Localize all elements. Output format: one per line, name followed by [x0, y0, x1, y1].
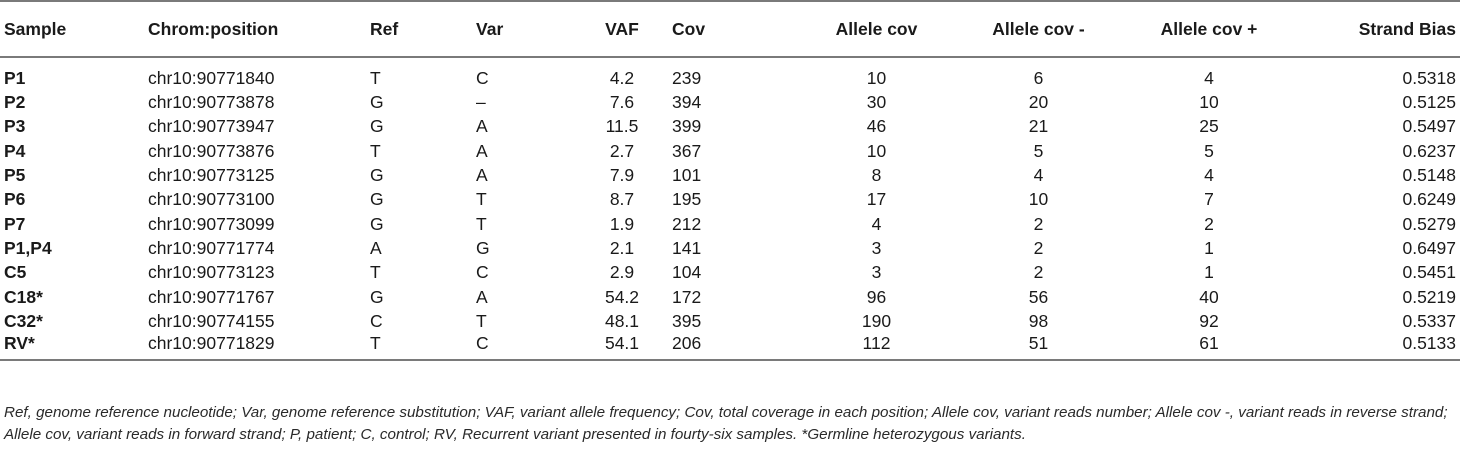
table-row — [0, 260, 1460, 284]
allele-cov-minus-cell: 4 — [1033, 165, 1044, 186]
table-row — [0, 57, 1460, 90]
column-header-chrom-position: Chrom:position — [144, 1, 366, 57]
column-header-ref: Ref — [366, 1, 472, 57]
table-row — [0, 284, 1460, 308]
table-row — [0, 236, 1460, 260]
allele-cov-plus-cell: 61 — [1124, 333, 1294, 360]
var-cell: A — [476, 165, 488, 186]
ref-cell: A — [370, 237, 382, 258]
strand-bias-cell: 0.6249 — [1402, 189, 1456, 210]
chrom-position-cell: chr10:90774155 — [148, 310, 275, 331]
table-row — [0, 187, 1460, 211]
allele-cov-plus-cell: 2 — [1204, 213, 1214, 234]
var-cell: T — [476, 213, 487, 234]
ref-cell: T — [370, 262, 381, 283]
vaf-cell: 2.1 — [609, 237, 635, 258]
cov-cell: 101 — [672, 165, 702, 186]
ref-cell: T — [370, 68, 381, 88]
column-header-vaf: VAF — [576, 1, 668, 57]
allele-cov-minus-cell: 2 — [1033, 262, 1044, 283]
ref-cell: G — [370, 116, 384, 137]
chrom-position-cell: chr10:90773947 — [148, 116, 275, 137]
strand-bias-cell: 0.5497 — [1402, 116, 1456, 137]
ref-cell: G — [370, 189, 384, 210]
sample-cell: P1 — [4, 68, 26, 88]
allele-cov-cell: 8 — [871, 165, 882, 186]
allele-cov-minus-cell: 20 — [1028, 92, 1049, 113]
cov-cell: 399 — [672, 116, 702, 137]
allele-cov-cell: 96 — [866, 286, 887, 307]
column-header-sample: Sample — [0, 1, 144, 57]
ref-cell: G — [370, 286, 384, 307]
chrom-position-cell: chr10:90771767 — [148, 286, 275, 307]
table-body — [0, 57, 1460, 360]
table-row — [0, 114, 1460, 138]
sample-cell: P6 — [4, 189, 26, 210]
strand-bias-cell: 0.5337 — [1402, 310, 1456, 331]
allele-cov-minus-cell: 21 — [1028, 116, 1049, 137]
column-header-allele-cov-plus: Allele cov + — [1124, 1, 1294, 57]
ref-cell: T — [370, 140, 381, 161]
cov-cell: 394 — [672, 92, 702, 113]
chrom-position-cell: chr10:90773876 — [148, 140, 275, 161]
ref-cell: T — [366, 333, 472, 360]
strand-bias-cell: 0.5279 — [1402, 213, 1456, 234]
var-cell: G — [476, 237, 490, 258]
ref-cell: G — [370, 165, 384, 186]
var-cell: T — [476, 189, 487, 210]
sample-cell: P3 — [4, 116, 26, 137]
strand-bias-cell: 0.6497 — [1402, 237, 1456, 258]
vaf-cell: 7.9 — [609, 165, 635, 186]
sample-cell: P2 — [4, 92, 26, 113]
vaf-cell: 54.1 — [576, 333, 668, 360]
vaf-cell: 1.9 — [609, 213, 635, 234]
strand-bias-cell: 0.5318 — [1402, 68, 1456, 88]
chrom-position-cell: chr10:90773878 — [148, 92, 275, 113]
ref-cell: C — [370, 310, 383, 331]
column-header-var: Var — [472, 1, 576, 57]
vaf-cell: 54.2 — [604, 286, 640, 307]
column-header-cov: Cov — [668, 1, 800, 57]
table-row — [0, 333, 1460, 360]
chrom-position-cell: chr10:90773099 — [148, 213, 275, 234]
header-row — [0, 1, 1460, 57]
allele-cov-plus-cell: 4 — [1204, 165, 1214, 186]
table-row — [0, 139, 1460, 163]
var-cell: C — [476, 262, 489, 283]
ref-cell: G — [370, 213, 384, 234]
table-row — [0, 211, 1460, 235]
allele-cov-minus-cell: 98 — [1028, 310, 1049, 331]
allele-cov-minus-cell: 5 — [1033, 140, 1044, 161]
allele-cov-plus-cell: 1 — [1204, 237, 1214, 258]
cov-cell: 141 — [672, 237, 702, 258]
sample-cell: P4 — [4, 140, 26, 161]
allele-cov-minus-cell: 2 — [1033, 237, 1044, 258]
vaf-cell: 4.2 — [609, 68, 635, 88]
chrom-position-cell: chr10:90771829 — [144, 333, 366, 360]
table-row — [0, 90, 1460, 114]
sample-cell: C5 — [4, 262, 27, 283]
allele-cov-cell: 10 — [866, 140, 887, 161]
cov-cell: 395 — [672, 310, 702, 331]
column-header-allele-cov-minus: Allele cov - — [953, 1, 1124, 57]
allele-cov-cell: 30 — [866, 92, 887, 113]
column-header-allele-cov: Allele cov — [800, 1, 953, 57]
sample-cell: C32* — [4, 310, 43, 331]
sample-cell: P5 — [4, 165, 26, 186]
vaf-cell: 2.7 — [609, 140, 635, 161]
vaf-cell: 2.9 — [609, 262, 635, 283]
allele-cov-cell: 17 — [866, 189, 887, 210]
strand-bias-cell: 0.5148 — [1402, 165, 1456, 186]
allele-cov-plus-cell: 10 — [1199, 92, 1219, 113]
allele-cov-plus-cell: 40 — [1199, 286, 1219, 307]
strand-bias-cell: 0.5125 — [1402, 92, 1456, 113]
sample-cell: P1,P4 — [4, 237, 52, 258]
allele-cov-minus-cell: 2 — [1033, 213, 1044, 234]
allele-cov-minus-cell: 56 — [1028, 286, 1049, 307]
sample-cell: P7 — [4, 213, 26, 234]
strand-bias-cell: 0.6237 — [1402, 140, 1456, 161]
allele-cov-cell: 112 — [800, 333, 953, 360]
strand-bias-cell: 0.5451 — [1402, 262, 1456, 283]
allele-cov-plus-cell: 1 — [1204, 262, 1214, 283]
allele-cov-plus-cell: 5 — [1204, 140, 1214, 161]
chrom-position-cell: chr10:90771840 — [148, 68, 275, 88]
var-cell: A — [476, 140, 488, 161]
allele-cov-minus-cell: 10 — [1028, 189, 1049, 210]
strand-bias-cell: 0.5219 — [1402, 286, 1456, 307]
cov-cell: 206 — [668, 333, 800, 360]
allele-cov-cell: 4 — [871, 213, 882, 234]
allele-cov-plus-cell: 7 — [1204, 189, 1214, 210]
var-cell: C — [476, 68, 489, 88]
allele-cov-cell: 10 — [866, 68, 887, 88]
cov-cell: 172 — [672, 286, 702, 307]
allele-cov-cell: 46 — [866, 116, 887, 137]
vaf-cell: 7.6 — [609, 92, 635, 113]
chrom-position-cell: chr10:90771774 — [148, 237, 275, 258]
cov-cell: 212 — [672, 213, 702, 234]
vaf-cell: 11.5 — [605, 116, 639, 137]
chrom-position-cell: chr10:90773125 — [148, 165, 275, 186]
allele-cov-minus-cell: 51 — [953, 333, 1124, 360]
var-cell: A — [476, 116, 488, 137]
chrom-position-cell: chr10:90773100 — [148, 189, 275, 210]
allele-cov-minus-cell: 6 — [1033, 68, 1044, 88]
allele-cov-plus-cell: 92 — [1199, 310, 1219, 331]
allele-cov-cell: 3 — [871, 262, 882, 283]
cov-cell: 367 — [672, 140, 702, 161]
strand-bias-cell: 0.5133 — [1294, 333, 1460, 360]
cov-cell: 104 — [672, 262, 702, 283]
table-row — [0, 309, 1460, 333]
table-footnote: Ref, genome reference nucleotide; Var, genome reference substitution; VAF, variant allele frequency; Cov, total coverage in each position; Allele cov, variant reads number; Allele cov -, variant reads in reverse strand; Allele cov, variant reads in forward strand; P, patient; C, control; RV, Recurrent variant presented in fourty-six samples. *Germline heterozygous variants. — [4, 404, 1448, 443]
allele-cov-plus-cell: 25 — [1199, 116, 1219, 137]
table-header — [0, 1, 1460, 57]
cov-cell: 239 — [672, 68, 702, 88]
sample-cell: C18* — [4, 286, 43, 307]
var-cell: – — [476, 92, 486, 113]
var-cell: C — [472, 333, 576, 360]
column-header-strand-bias: Strand Bias — [1294, 1, 1460, 57]
var-cell: A — [476, 286, 488, 307]
sample-cell: RV* — [0, 333, 144, 360]
vaf-cell: 8.7 — [609, 189, 635, 210]
chrom-position-cell: chr10:90773123 — [148, 262, 275, 283]
vaf-cell: 48.1 — [604, 310, 640, 331]
table-row — [0, 163, 1460, 187]
var-cell: T — [476, 310, 487, 331]
cov-cell: 195 — [672, 189, 702, 210]
allele-cov-cell: 190 — [861, 310, 892, 331]
allele-cov-plus-cell: 4 — [1204, 68, 1214, 88]
ref-cell: G — [370, 92, 384, 113]
allele-cov-cell: 3 — [871, 237, 882, 258]
